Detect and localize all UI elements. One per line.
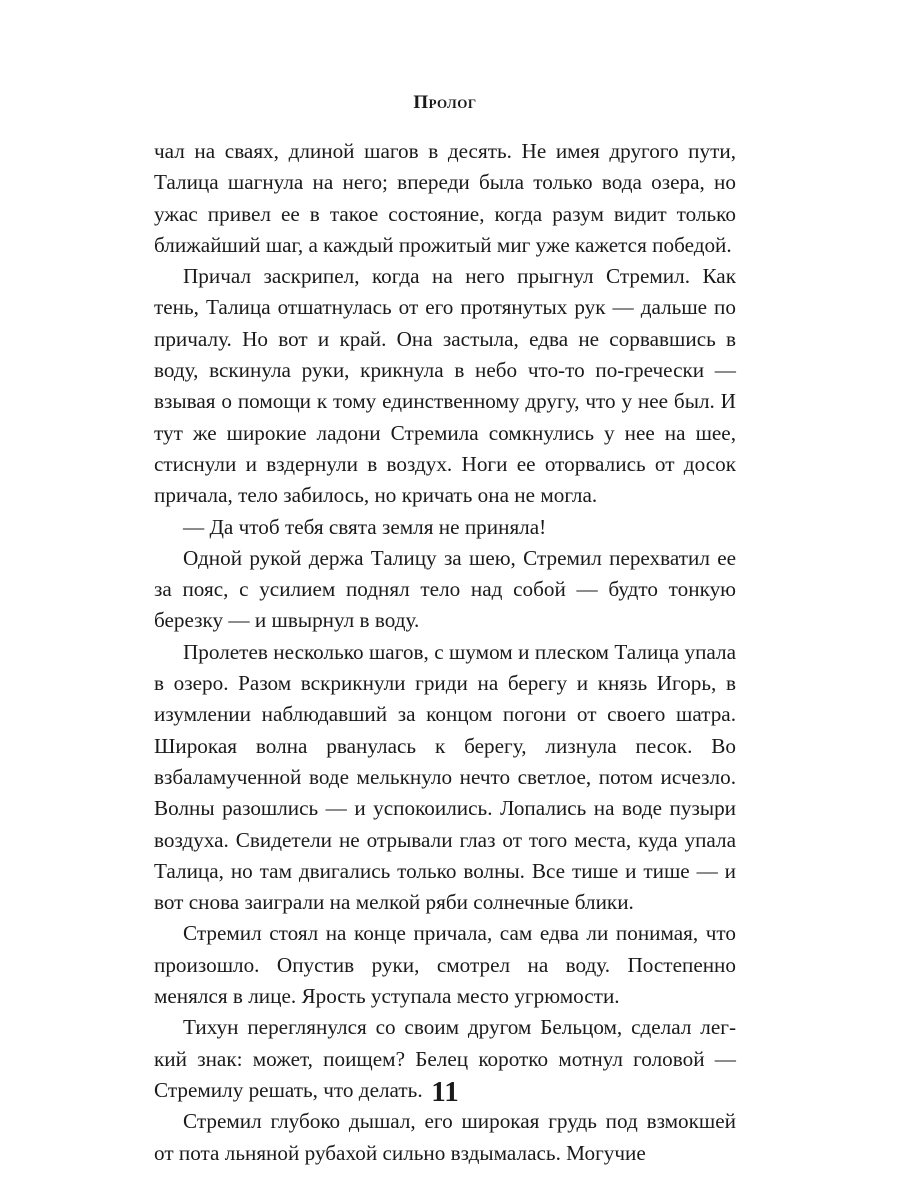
paragraph: Тихун переглянулся со своим другом Бельцом, сделал легкий знак: может, поищем? Белец коротко мотнул головой — Стремилу решать, что делать.: [154, 1015, 736, 1102]
paragraph: Стремил стоял на конце причала, сам едва ли понимая, что произошло. Опустив руки, смотрел на воду. Постепенно менялся в лице. Ярость уступала место угрюмости.: [154, 921, 736, 1009]
book-page: [154, 88, 736, 1169]
dialogue-line: — Да чтоб тебя свята земля не приняла!: [183, 514, 547, 539]
paragraph: чал на сваях, длиной шагов в десять. Не имея другого пути, Талица шагнула на него; впереди была только вода озера, но ужас привел ее в такое состояние, когда разум видит только ближайший шаг, а каждый прожитый миг уже кажется победой.: [154, 139, 736, 257]
paragraph: Пролетев несколько шагов, с шумом и плеском Талица упала в озеро. Разом вскрикнули гриди на берегу и князь Игорь, в изумлении наблюдавший за концом погони от своего шатра. Широкая волна рванулась к берегу, лизнула песок. Во взбаламученной воде мелькнуло нечто светлое, потом исчезло. Волны разошлись — и успокоились. Лопались на воде пузыри воздуха. Свидетели не отрывали глаз от того места, куда упала Талица, но там двигались только волны. Все тише и тише — и вот снова заиграли на мелкой ряби солнечные блики.: [154, 639, 736, 915]
running-header: Пролог: [413, 92, 477, 113]
page-number: 11: [431, 1076, 459, 1108]
paragraph: Стремил глубоко дышал, его широкая грудь под взмокшей от пота льняной рубахой сильно вздымалась. Могучие: [154, 1109, 736, 1165]
paragraph: Одной рукой держа Талицу за шею, Стремил перехватил ее за пояс, с усилием поднял тело над собой — будто тонкую березку — и швырнул в воду.: [154, 545, 736, 633]
page-body: [154, 136, 736, 1169]
paragraph: Причал заскрипел, когда на него прыгнул Стремил. Как тень, Талица отшатнулась от его протянутых рук — дальше по причалу. Но вот и край. Она застыла, едва не сорвавшись в воду, вскинула руки, крикнула в небо что-то по-гречески — взывая о помощи к тому единственному другу, что у нее был. И тут же широкие ладони Стремила сомкнулись у нее на шее, стиснули и вздернули в воздух. Ноги ее оторвались от досок причала, тело забилось, но кричать она не могла.: [154, 264, 736, 508]
